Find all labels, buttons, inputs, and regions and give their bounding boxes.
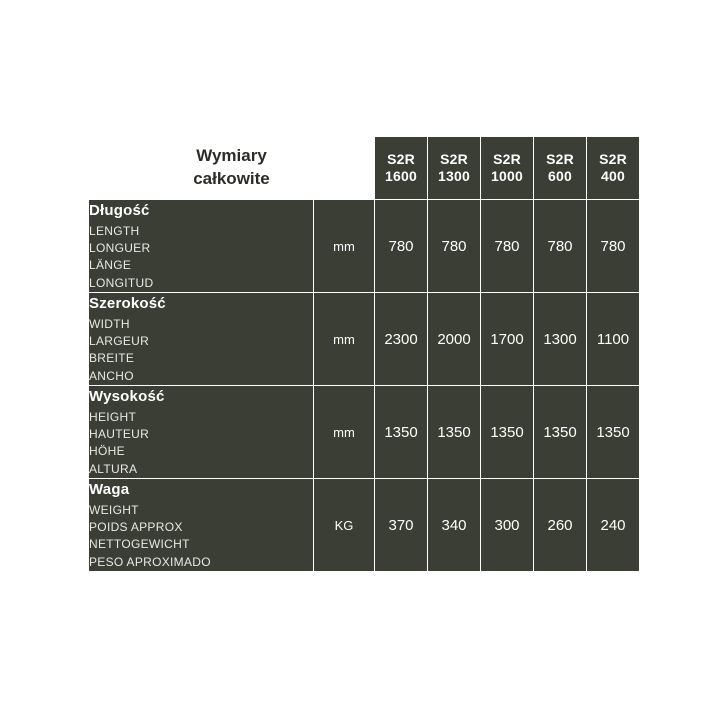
- table-title: [89, 137, 375, 200]
- cell-weight-s2r-1300: 340: [428, 479, 481, 572]
- model-size: 1300: [438, 168, 470, 184]
- row-label-pl: Waga: [89, 481, 130, 499]
- table-title-line2: całkowite: [193, 169, 270, 188]
- cell-width-s2r-1600: 2300: [375, 293, 428, 386]
- row-unit-width: mm: [314, 293, 375, 386]
- table-row: [89, 479, 640, 572]
- row-unit-weight: KG: [314, 479, 375, 572]
- table-header-row: [89, 137, 640, 200]
- row-unit-length: mm: [314, 200, 375, 293]
- cell-height-s2r-1000: 1350: [481, 386, 534, 479]
- model-prefix: S2R: [493, 150, 521, 167]
- cell-length-s2r-400: 780: [587, 200, 640, 293]
- cell-width-s2r-1300: 2000: [428, 293, 481, 386]
- row-label-fr: POIDS APPROX: [89, 520, 183, 535]
- dimensions-table: [88, 136, 640, 572]
- cell-height-s2r-600: 1350: [534, 386, 587, 479]
- row-label-es: PESO APROXIMADO: [89, 554, 211, 569]
- table-row: [89, 293, 640, 386]
- cell-height-s2r-1600: 1350: [375, 386, 428, 479]
- model-header-s2r-1300: [428, 137, 481, 200]
- model-header-s2r-1000: [481, 137, 534, 200]
- row-label-pl: Szerokość: [89, 295, 166, 313]
- row-label-de: BREITE: [89, 351, 135, 366]
- row-label-pl: Wysokość: [89, 388, 165, 406]
- cell-height-s2r-1300: 1350: [428, 386, 481, 479]
- model-size: 400: [601, 168, 625, 184]
- cell-weight-s2r-1600: 370: [375, 479, 428, 572]
- cell-weight-s2r-1000: 300: [481, 479, 534, 572]
- row-label-es: ANCHO: [89, 368, 134, 383]
- model-header-s2r-400: [587, 137, 640, 200]
- cell-width-s2r-1000: 1700: [481, 293, 534, 386]
- row-label-weight: [89, 479, 314, 572]
- row-label-es: LONGITUD: [89, 275, 154, 290]
- row-unit-height: mm: [314, 386, 375, 479]
- model-size: 1600: [385, 168, 417, 184]
- row-label-height: [89, 386, 314, 479]
- model-header-s2r-600: [534, 137, 587, 200]
- cell-width-s2r-400: 1100: [587, 293, 640, 386]
- model-header-s2r-1600: [375, 137, 428, 200]
- model-prefix: S2R: [440, 150, 468, 167]
- cell-length-s2r-1300: 780: [428, 200, 481, 293]
- row-label-de: HÖHE: [89, 444, 125, 459]
- row-label-fr: LONGUER: [89, 240, 151, 255]
- row-label-de: LÄNGE: [89, 258, 132, 273]
- row-label-en: WEIGHT: [89, 502, 139, 517]
- table-row: [89, 386, 640, 479]
- cell-length-s2r-600: 780: [534, 200, 587, 293]
- row-label-en: HEIGHT: [89, 409, 137, 424]
- model-size: 600: [548, 168, 572, 184]
- table-title-line1: Wymiary: [196, 146, 267, 166]
- row-label-en: WIDTH: [89, 316, 130, 331]
- row-label-length: [89, 200, 314, 293]
- row-label-pl: Długość: [89, 202, 150, 219]
- table-row: [89, 200, 640, 293]
- row-label-de: NETTOGEWICHT: [89, 537, 190, 552]
- model-prefix: S2R: [387, 150, 415, 167]
- cell-weight-s2r-600: 260: [534, 479, 587, 572]
- row-label-width: [89, 293, 314, 386]
- model-prefix: S2R: [546, 150, 574, 167]
- row-label-fr: LARGEUR: [89, 333, 150, 348]
- cell-weight-s2r-400: 240: [587, 479, 640, 572]
- row-label-en: LENGTH: [89, 223, 140, 238]
- cell-width-s2r-600: 1300: [534, 293, 587, 386]
- model-prefix: S2R: [599, 150, 627, 167]
- model-size: 1000: [491, 168, 523, 184]
- row-label-es: ALTURA: [89, 461, 138, 476]
- row-label-fr: HAUTEUR: [89, 427, 150, 442]
- cell-length-s2r-1600: 780: [375, 200, 428, 293]
- cell-length-s2r-1000: 780: [481, 200, 534, 293]
- cell-height-s2r-400: 1350: [587, 386, 640, 479]
